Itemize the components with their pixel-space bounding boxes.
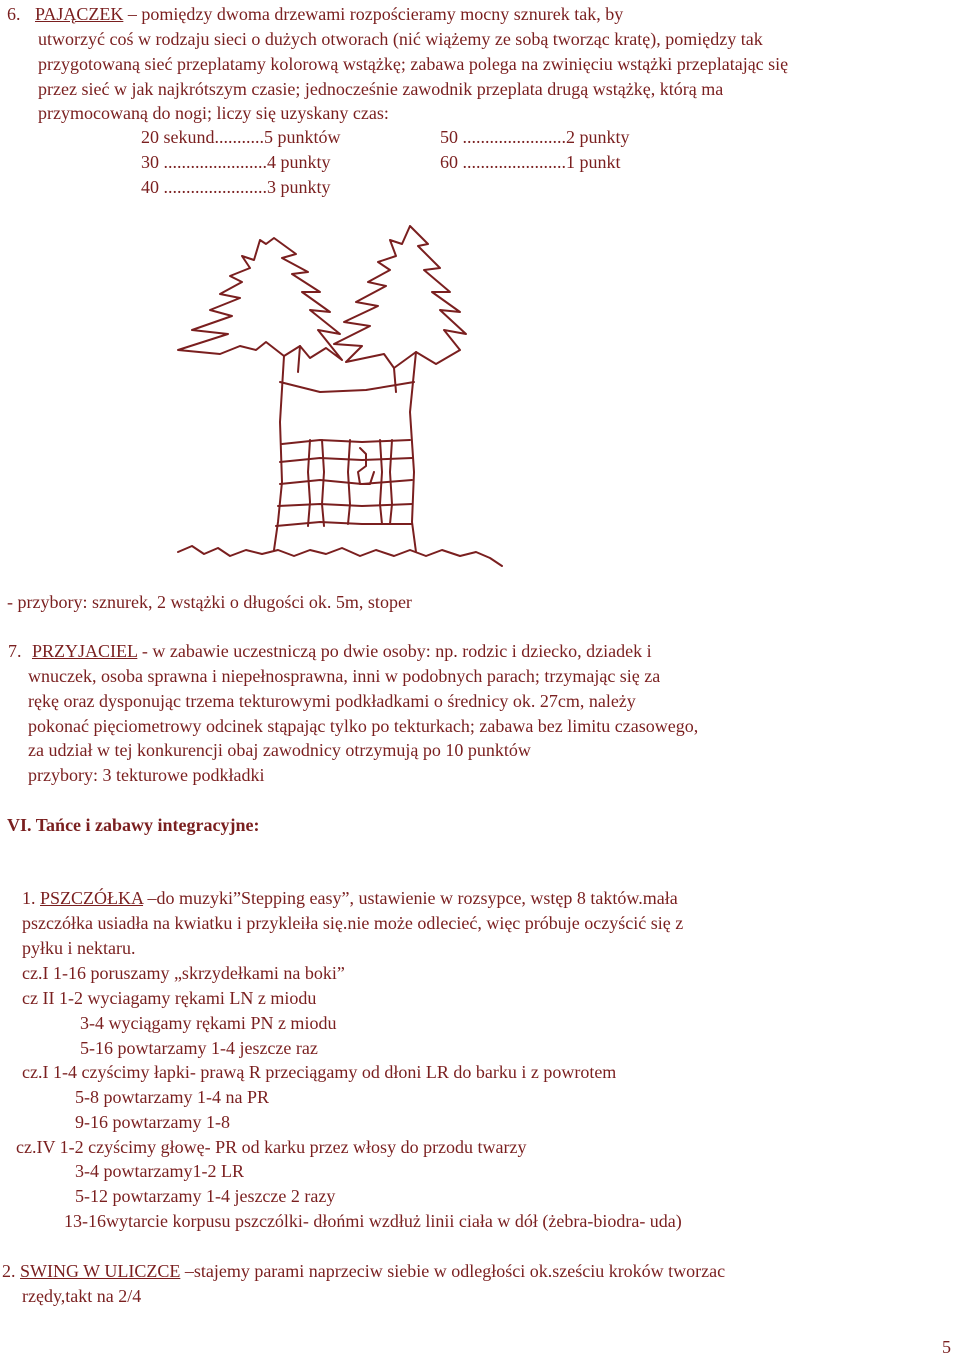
section7-first-line: - w zabawie uczestniczą po dwie osoby: np. rodzic i dziecko, dziadek i: [137, 641, 652, 661]
section6-first-line: – pomiędzy dwoma drzewami rozpościeramy mocny sznurek tak, by: [123, 4, 624, 24]
section7-line-4: za udział w tej konkurencji obaj zawodnicy otrzymują po 10 punktów: [28, 740, 531, 760]
section7-line-2: rękę oraz dysponując trzema tekturowymi podkładkami o średnicy ok. 27cm, należy: [28, 691, 636, 711]
dance1-step-3: 3-4 wyciągamy rękami PN z miodu: [80, 1013, 337, 1033]
section6-line-3: przez sieć w jak najkrótszym czasie; jednocześnie zawodnik przeplata drugą wstążkę, którą ma: [38, 79, 724, 99]
section7-number: 7.: [8, 641, 22, 661]
dance1-title-link[interactable]: PSZCZÓŁKA: [40, 888, 144, 908]
dance2-first-line: –stajemy parami naprzeciw siebie w odległości ok.sześciu kroków tworzac: [180, 1261, 726, 1281]
section6-heading: [7, 3, 623, 25]
section7-line-5: przybory: 3 tekturowe podkładki: [28, 765, 265, 785]
section-vi-title: Tańce i zabawy integracyjne:: [35, 815, 260, 835]
spider-web-trees-drawing: [170, 222, 510, 567]
score-60: 60 .......................1 punkt: [440, 152, 621, 172]
section6-line-2: przygotowaną sieć przeplatamy kolorową wstążkę; zabawa polega na zwinięciu wstążki przeplatając się: [38, 54, 789, 74]
page-number: 5: [942, 1337, 951, 1357]
ground-line: [178, 546, 502, 566]
section-vi-prefix: VI.: [7, 815, 32, 835]
score-20: 20 sekund...........5 punktów: [141, 127, 341, 147]
section6-line-1: utworzyć coś w rodzaju sieci o dużych otworach (nić wiążemy ze sobą tworząc kratę), pomiędzy tak: [38, 29, 763, 49]
dance2-number: 2.: [2, 1261, 16, 1281]
left-tree-icon: [178, 238, 342, 360]
section7-line-3: pokonać pięciometrowy odcinek stąpając tylko po tekturkach; zabawa bez limitu czasowego,: [28, 716, 699, 736]
section7-heading: [8, 640, 652, 662]
dance1-step-8: cz.IV 1-2 czyścimy głowę- PR od karku przez włosy do przodu twarzy: [16, 1137, 527, 1157]
dance1-step-5: cz.I 1-4 czyścimy łapki- prawą R przeciągamy od dłoni LR do barku i z powrotem: [22, 1062, 617, 1082]
right-tree-icon: [334, 226, 466, 368]
score-50: 50 .......................2 punkty: [440, 127, 630, 147]
dance1-line-1: pszczółka usiadła na kwiatku i przykleiła się.nie może odlecieć, więc próbuje oczyścić się z: [22, 913, 684, 933]
dance1-line-2: pyłku i nektaru.: [22, 938, 136, 958]
dance1-number: 1.: [22, 888, 36, 908]
section6-number: 6.: [7, 4, 21, 24]
dance1-step-1: cz.I 1-16 poruszamy „skrzydełkami na boki”: [22, 963, 345, 983]
dance1-first-line: –do muzyki”Stepping easy”, ustawienie w rozsypce, wstęp 8 taktów.mała: [143, 888, 678, 908]
dance1-step-11: 13-16wytarcie korpusu pszczólki- dłońmi wzdłuż linii ciała w dół (żebra-biodra- uda): [64, 1211, 682, 1231]
dance1-step-6: 5-8 powtarzamy 1-4 na PR: [75, 1087, 269, 1107]
score-40: 40 .......................3 punkty: [141, 177, 331, 197]
dance2-title-link[interactable]: SWING W ULICZCE: [20, 1261, 181, 1281]
section6-line-4: przymocowaną do nogi; liczy się uzyskany czas:: [38, 103, 389, 123]
dance1-step-2: cz II 1-2 wyciagamy rękami LN z miodu: [22, 988, 317, 1008]
dance1-step-9: 3-4 powtarzamy1-2 LR: [75, 1161, 244, 1181]
dance1-step-4: 5-16 powtarzamy 1-4 jeszcze raz: [80, 1038, 318, 1058]
dance1-step-7: 9-16 powtarzamy 1-8: [75, 1112, 230, 1132]
rope-net-icon: [276, 440, 412, 526]
section-vi-heading: [7, 814, 260, 836]
dance2-heading: [2, 1260, 725, 1282]
section6-title-link[interactable]: PAJĄCZEK: [35, 4, 124, 24]
score-30: 30 .......................4 punkty: [141, 152, 331, 172]
section6-tools: - przybory: sznurek, 2 wstążki o długości ok. 5m, stoper: [7, 592, 412, 612]
dance1-heading: [22, 887, 678, 909]
dance1-step-10: 5-12 powtarzamy 1-4 jeszcze 2 razy: [75, 1186, 336, 1206]
section7-line-1: wnuczek, osoba sprawna i niepełnosprawna, inni w podobnych parach; trzymając się za: [28, 666, 661, 686]
dance2-line-2: rzędy,takt na 2/4: [22, 1286, 142, 1306]
section7-title-link[interactable]: PRZYJACIEL: [32, 641, 138, 661]
